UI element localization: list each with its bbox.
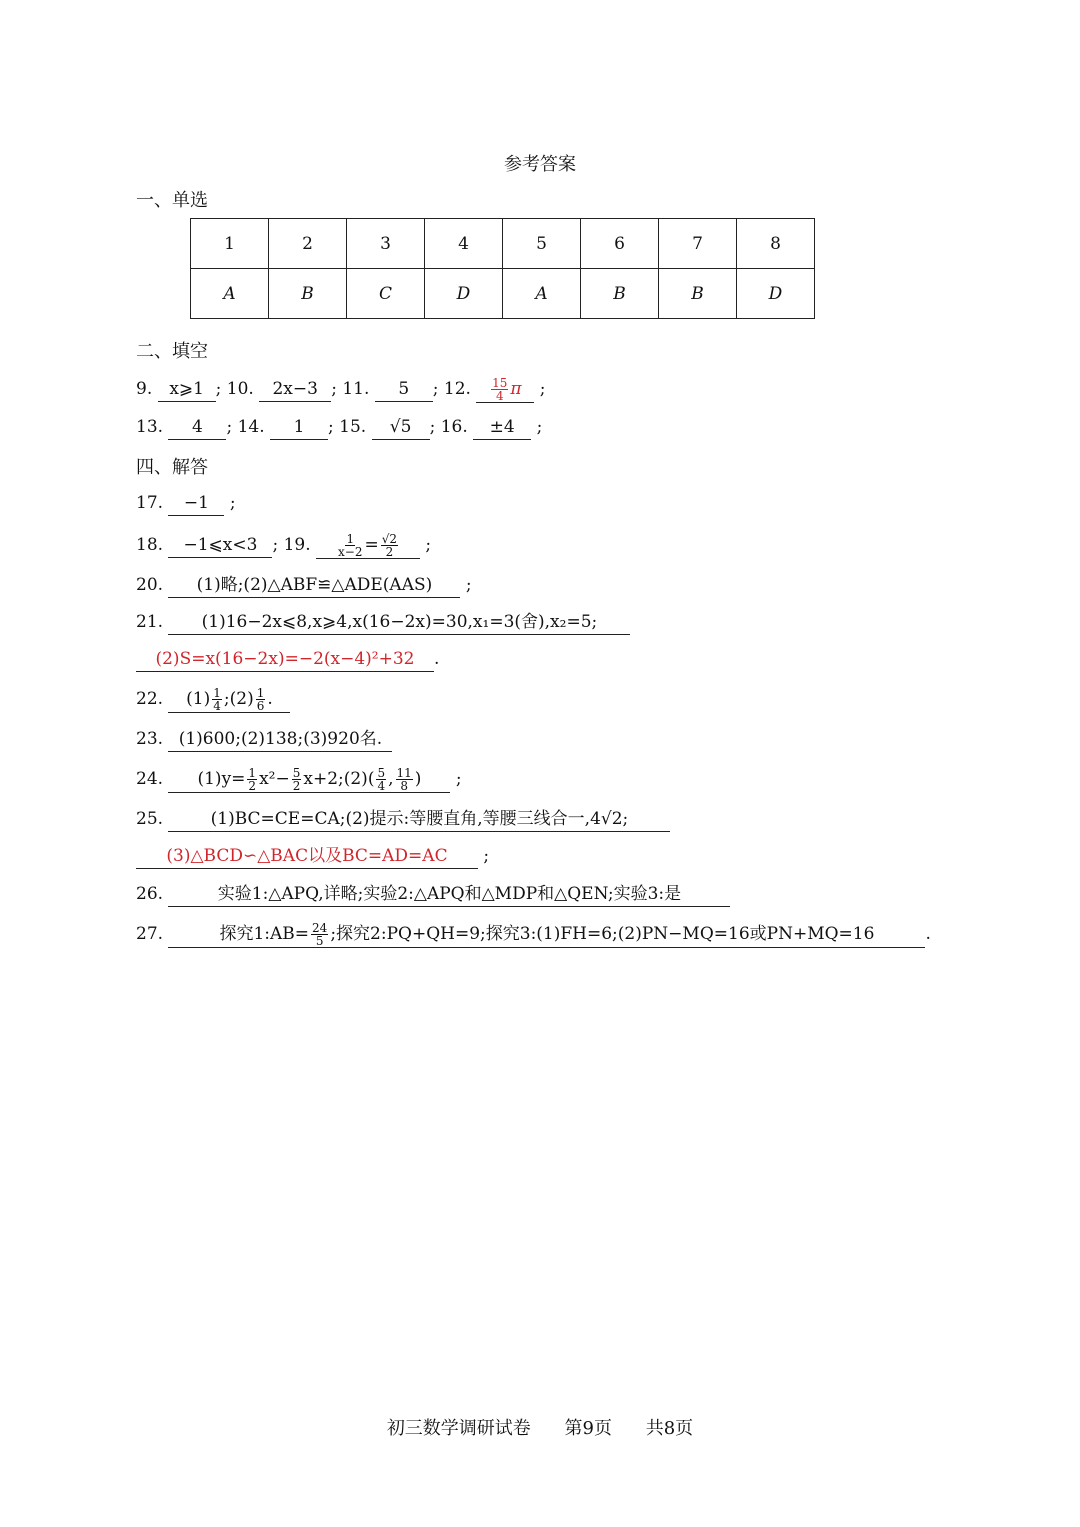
equals-sign: = xyxy=(364,535,379,555)
question-label: ; 14. xyxy=(226,417,265,437)
answer-part: ) xyxy=(414,769,422,789)
question-label: ; 15. xyxy=(328,417,367,437)
question-label: 13. xyxy=(136,417,164,437)
fraction-numerator: 1 xyxy=(346,532,355,546)
answer-part: x²− xyxy=(259,769,290,789)
table-cell: C xyxy=(347,269,425,319)
answer-table xyxy=(190,218,815,319)
table-cell: 1 xyxy=(191,219,269,269)
table-row-answers xyxy=(191,269,815,319)
table-cell: 4 xyxy=(425,219,503,269)
question-label: ; 10. xyxy=(215,379,254,399)
table-cell: 6 xyxy=(581,219,659,269)
answer-blank: ±4 xyxy=(473,415,531,440)
question-label: 26. xyxy=(136,884,164,904)
answer-line-23 xyxy=(136,724,392,754)
question-label: 27. xyxy=(136,924,164,944)
fraction-denominator: x−2 xyxy=(338,545,363,559)
answer-line-25b: (3)△BCD∽△BAC以及BC=AD=AC ; xyxy=(136,841,489,871)
answer-blank: 2x−3 xyxy=(259,377,331,402)
table-cell: B xyxy=(269,269,347,319)
footer-total-pages: 共8页 xyxy=(645,1418,694,1439)
answer-blank: (1)略;(2)△ABF≌△ADE(AAS) xyxy=(168,573,460,598)
question-label: 21. xyxy=(136,612,164,632)
table-cell: 7 xyxy=(659,219,737,269)
answer-line-21b: (2)S=x(16−2x)=−2(x−4)²+32 . xyxy=(136,644,439,674)
table-cell: 2 xyxy=(269,219,347,269)
fraction-denominator: 6 xyxy=(256,699,265,713)
table-cell: D xyxy=(425,269,503,319)
table-cell: 8 xyxy=(737,219,815,269)
fraction-numerator: 15 xyxy=(492,376,508,390)
answer-blank: −1⩽x<3 xyxy=(168,533,272,558)
fraction-numerator: 5 xyxy=(292,766,301,780)
fraction-denominator: 2 xyxy=(292,779,301,793)
fraction-numerator: 1 xyxy=(213,686,221,700)
answer-line-24: 24. (1)y= $\frac{1}{2}$ x²− $\frac{5}{2}$ x+2;(2)( $\frac{5}{4}$ , $\frac{11}{8}$ ) ; xyxy=(136,766,462,793)
table-cell: D xyxy=(737,269,815,319)
answer-blank xyxy=(168,767,450,793)
fraction-denominator: 8 xyxy=(400,779,408,793)
fraction-numerator: 11 xyxy=(396,766,412,780)
fraction-numerator: 5 xyxy=(377,766,386,780)
answer-part: . xyxy=(267,689,273,709)
table-cell: 3 xyxy=(347,219,425,269)
answer-blank: 4 xyxy=(168,415,226,440)
answer-blank: √5 xyxy=(372,415,430,440)
question-label: 23. xyxy=(136,729,164,749)
answer-line-26 xyxy=(136,879,730,909)
answer-blank: 5 xyxy=(375,377,433,402)
question-label: ; 12. xyxy=(432,379,471,399)
question-label: 20. xyxy=(136,575,164,595)
fraction-numerator: 1 xyxy=(256,686,265,700)
section-heading-single-choice: 一、单选 xyxy=(136,190,208,211)
question-label: 9. xyxy=(136,379,153,399)
question-label: ; 11. xyxy=(331,379,370,399)
pi-symbol: π xyxy=(510,379,522,399)
answer-line-27: 27. 探究1:AB= $\frac{24}{5}$ ;探究2:PQ+QH=9;探究3:(1)FH=6;(2)PN−MQ=16或PN+MQ=16 . xyxy=(136,921,931,948)
fraction-denominator: 2 xyxy=(385,545,394,559)
table-row-numbers xyxy=(191,219,815,269)
table-cell: B xyxy=(581,269,659,319)
section-heading-fill-blank: 二、填空 xyxy=(136,341,208,362)
answer-blank: x⩾1 xyxy=(158,377,216,402)
fraction-numerator: √2 xyxy=(381,532,398,546)
footer-page-number: 第9页 xyxy=(564,1418,612,1439)
fraction-numerator: 1 xyxy=(248,766,257,780)
answer-part: ;探究2:PQ+QH=9;探究3:(1)FH=6;(2)PN−MQ=16或PN+MQ=16 xyxy=(330,924,875,944)
fraction-denominator: 4 xyxy=(495,389,504,403)
answer-part: (1)y= xyxy=(197,769,246,789)
question-label: 25. xyxy=(136,809,164,829)
question-label: ; 16. xyxy=(429,417,468,437)
answer-blank: (1)BC=CE=CA;(2)提示:等腰直角,等腰三线合一,4√2; xyxy=(168,807,670,832)
answer-part: 探究1:AB= xyxy=(219,924,310,944)
answer-blank: (1)16−2x⩽8,x⩾4,x(16−2x)=30,x₁=3(舍),x₂=5; xyxy=(168,610,630,635)
fraction-denominator: 2 xyxy=(248,779,257,793)
section-heading-solutions: 四、解答 xyxy=(136,457,208,478)
fraction-denominator: 4 xyxy=(213,699,221,713)
table-cell: B xyxy=(659,269,737,319)
answer-part: , xyxy=(388,769,394,789)
question-label: ; 19. xyxy=(272,535,311,555)
answer-line-20: 20. (1)略;(2)△ABF≌△ADE(AAS) ; xyxy=(136,570,472,600)
fraction-denominator: 4 xyxy=(377,779,386,793)
answer-line-25a xyxy=(136,804,670,834)
answer-blank: (2)S=x(16−2x)=−2(x−4)²+32 xyxy=(136,647,434,672)
question-label: 24. xyxy=(136,769,164,789)
answer-blank: −1 xyxy=(168,491,224,516)
table-cell: A xyxy=(503,269,581,319)
fraction-denominator: 5 xyxy=(315,934,324,948)
answer-blank: 1 xyxy=(270,415,328,440)
question-label: 17. xyxy=(136,493,164,513)
question-label: 18. xyxy=(136,535,164,555)
fraction-numerator: 24 xyxy=(312,921,328,935)
table-cell: A xyxy=(191,269,269,319)
answer-line-9-12: 9. x⩾1 ; 10. 2x−3 ; 11. 5 ; 12. $\frac{15}{4}$ π ; xyxy=(136,376,546,403)
answer-blank: (1)600;(2)138;(3)920名. xyxy=(168,727,392,752)
answer-blank xyxy=(168,922,925,948)
table-cell: 5 xyxy=(503,219,581,269)
answer-blank xyxy=(316,533,420,559)
answer-line-17: 17. −1 ; xyxy=(136,488,236,518)
page-title: 参考答案 xyxy=(504,154,576,175)
answer-blank xyxy=(476,377,534,403)
answer-line-18-19: 18. −1⩽x<3 ; 19. $\frac{1}{x-2}$ = $\frac{√2}{2}$ ; xyxy=(136,532,432,559)
answer-line-22 xyxy=(136,684,290,714)
answer-part: (1) xyxy=(186,689,211,709)
question-label: 22. xyxy=(136,689,164,709)
answer-line-13-16: 13. 4 ; 14. 1 ; 15. √5 ; 16. ±4 ; xyxy=(136,412,542,442)
answer-blank: (3)△BCD∽△BAC以及BC=AD=AC xyxy=(136,844,478,869)
page-footer xyxy=(0,1414,1080,1440)
answer-part: x+2;(2)( xyxy=(303,769,375,789)
answer-part: ;(2) xyxy=(223,689,254,709)
footer-exam-name: 初三数学调研试卷 xyxy=(386,1418,531,1439)
answer-line-21a xyxy=(136,607,630,637)
answer-blank: 实验1:△APQ,详略;实验2:△APQ和△MDP和△QEN;实验3:是 xyxy=(168,882,730,907)
answer-blank xyxy=(168,687,290,713)
